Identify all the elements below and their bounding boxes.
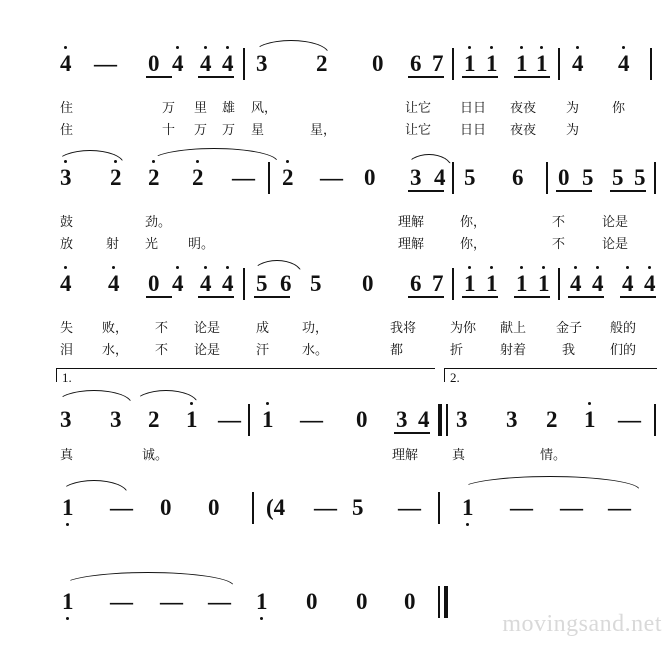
note: 5 <box>582 165 594 190</box>
note: 0 <box>364 165 376 190</box>
note: 1 <box>516 51 528 76</box>
beam <box>620 296 656 298</box>
note: 3 <box>506 407 518 432</box>
lyric-syllable: 劲。 <box>145 215 172 230</box>
lyric-syllable: 折 <box>450 343 464 358</box>
lyric-syllable: 明。 <box>188 237 215 252</box>
lyric-syllable: 理解 <box>398 215 425 230</box>
note: 4 <box>200 51 212 76</box>
note: 5 <box>256 271 268 296</box>
note: 2 <box>282 165 294 190</box>
lyric-syllable: 论是 <box>194 343 221 358</box>
note: 4 <box>570 271 582 296</box>
lyric-syllable: 败， <box>102 321 129 336</box>
score-system-3 <box>0 262 672 358</box>
note: 7 <box>432 271 444 296</box>
note: — <box>94 51 117 76</box>
note-row-5 <box>0 482 672 528</box>
note-row-3 <box>0 262 672 308</box>
score-system-4 <box>0 368 672 468</box>
lyric-syllable: 论是 <box>602 215 629 230</box>
watermark: movingsand.net <box>502 611 662 637</box>
note: 0 <box>558 165 570 190</box>
beam <box>408 190 444 192</box>
note: 4 <box>618 51 630 76</box>
note: 1 <box>536 51 548 76</box>
lyric-syllable: 万 <box>162 101 176 116</box>
slur <box>134 390 198 404</box>
note: — <box>110 589 133 614</box>
beam <box>556 190 592 192</box>
lyric-syllable: 住 <box>60 101 74 116</box>
lyric-syllable: 都 <box>390 343 404 358</box>
note: 4 <box>622 271 634 296</box>
barline <box>243 268 245 300</box>
note: 0 <box>208 495 220 520</box>
note: 0 <box>148 271 160 296</box>
barline <box>546 162 548 194</box>
note: 1 <box>486 271 498 296</box>
lyric-syllable: 日日 <box>460 101 487 116</box>
lyric-syllable: 为你 <box>450 321 477 336</box>
slur <box>252 260 302 274</box>
lyric-syllable: 你， <box>460 215 487 230</box>
lyric-syllable: 夜夜 <box>510 101 537 116</box>
note: 2 <box>316 51 328 76</box>
lyric-syllable: 里 <box>194 101 208 116</box>
note: (4 <box>266 495 286 520</box>
first-ending-label: 1. <box>62 370 72 385</box>
beam <box>394 432 430 434</box>
note: — <box>160 589 183 614</box>
lyric-syllable: 让它 <box>405 123 432 138</box>
final-barline <box>444 586 448 618</box>
slur <box>253 40 329 54</box>
beam <box>514 76 550 78</box>
score-system-5 <box>0 482 672 542</box>
lyric-syllable: 我 <box>562 343 576 358</box>
barline <box>650 48 652 80</box>
lyric-syllable: 献上 <box>500 321 527 336</box>
note: 4 <box>172 51 184 76</box>
lyric-syllable: 万 <box>194 123 208 138</box>
slur <box>60 480 128 494</box>
lyric-syllable: 十 <box>162 123 176 138</box>
lyric-syllable: 理解 <box>392 448 419 463</box>
lyric-syllable: 我将 <box>390 321 417 336</box>
lyric-syllable: 情。 <box>540 448 567 463</box>
note: 2 <box>148 165 160 190</box>
lyric-syllable: 日日 <box>460 123 487 138</box>
note: — <box>314 495 337 520</box>
lyric-syllable: 金子 <box>556 321 583 336</box>
barline <box>452 268 454 300</box>
note: 1 <box>486 51 498 76</box>
note: 4 <box>200 271 212 296</box>
lyric-syllable: 功， <box>302 321 329 336</box>
beam <box>146 76 172 78</box>
note: — <box>208 589 231 614</box>
note-row-1 <box>0 42 672 88</box>
note: 1 <box>538 271 550 296</box>
beam <box>254 296 290 298</box>
note: 3 <box>456 407 468 432</box>
lyric-syllable: 诚。 <box>142 448 169 463</box>
lyric-syllable: 万 <box>222 123 236 138</box>
note: 5 <box>612 165 624 190</box>
barline <box>243 48 245 80</box>
beam <box>198 296 234 298</box>
barline <box>252 492 254 524</box>
lyric-syllable: 汗 <box>256 343 270 358</box>
lyric-syllable: 论是 <box>194 321 221 336</box>
barline <box>558 48 560 80</box>
note: 4 <box>60 51 72 76</box>
lyric-syllable: 成 <box>256 321 270 336</box>
note: 0 <box>362 271 374 296</box>
score-system-1 <box>0 42 672 138</box>
note: 2 <box>192 165 204 190</box>
note: 3 <box>110 407 122 432</box>
note: 0 <box>356 589 368 614</box>
note: 3 <box>60 165 72 190</box>
note: 0 <box>372 51 384 76</box>
note: — <box>398 495 421 520</box>
note: — <box>510 495 533 520</box>
slur <box>460 476 640 490</box>
lyric-syllable: 为 <box>566 123 580 138</box>
lyric-syllable: 不 <box>552 237 566 252</box>
lyric-syllable: 泪 <box>60 343 74 358</box>
lyric-syllable: 水。 <box>302 343 329 358</box>
note: 0 <box>404 589 416 614</box>
lyric-syllable: 般的 <box>610 321 637 336</box>
note: 4 <box>222 271 234 296</box>
note: 6 <box>410 271 422 296</box>
lyric-syllable: 放 <box>60 237 74 252</box>
lyric-syllable: 光 <box>145 237 159 252</box>
lyric-syllable: 真 <box>60 448 74 463</box>
note: 4 <box>222 51 234 76</box>
barline <box>654 404 656 436</box>
note: 3 <box>410 165 422 190</box>
note: — <box>300 407 323 432</box>
note: 4 <box>592 271 604 296</box>
note: 4 <box>644 271 656 296</box>
note: — <box>110 495 133 520</box>
note: 4 <box>108 271 120 296</box>
note: 6 <box>410 51 422 76</box>
lyric-syllable: 住 <box>60 123 74 138</box>
lyric-syllable: 射 <box>106 237 120 252</box>
repeat-barline <box>438 404 442 436</box>
note: — <box>232 165 255 190</box>
lyric-syllable: 你， <box>460 237 487 252</box>
note: — <box>218 407 241 432</box>
lyric-syllable: 雄 <box>222 101 236 116</box>
note: 2 <box>546 407 558 432</box>
note: 2 <box>110 165 122 190</box>
note: 1 <box>584 407 596 432</box>
repeat-barline-thin <box>446 404 448 436</box>
lyric-syllable: 论是 <box>602 237 629 252</box>
slur <box>62 572 234 586</box>
note: 5 <box>634 165 646 190</box>
note: 0 <box>356 407 368 432</box>
score-system-2 <box>0 152 672 252</box>
note: — <box>618 407 641 432</box>
note: 5 <box>464 165 476 190</box>
barline <box>452 48 454 80</box>
barline <box>438 492 440 524</box>
note: 0 <box>148 51 160 76</box>
note: — <box>320 165 343 190</box>
beam <box>610 190 646 192</box>
note: 1 <box>256 589 268 614</box>
note: 6 <box>512 165 524 190</box>
note: 4 <box>434 165 446 190</box>
note: — <box>608 495 631 520</box>
slur <box>406 154 452 168</box>
lyric-syllable: 真 <box>452 448 466 463</box>
note: 1 <box>516 271 528 296</box>
note: 5 <box>310 271 322 296</box>
beam <box>462 76 498 78</box>
note: — <box>560 495 583 520</box>
barline <box>268 162 270 194</box>
beam <box>198 76 234 78</box>
lyric-syllable: 不 <box>155 343 169 358</box>
lyric-syllable: 星 <box>251 123 265 138</box>
note: 4 <box>172 271 184 296</box>
lyric-syllable: 射着 <box>500 343 527 358</box>
note: 3 <box>60 407 72 432</box>
note: 3 <box>396 407 408 432</box>
first-ending-bracket <box>56 368 435 382</box>
note: 6 <box>280 271 292 296</box>
lyric-syllable: 失 <box>60 321 74 336</box>
note: 1 <box>462 495 474 520</box>
barline-thin <box>438 586 440 618</box>
beam <box>568 296 604 298</box>
lyric-syllable: 理解 <box>398 237 425 252</box>
lyric-syllable: 不 <box>552 215 566 230</box>
note: 4 <box>418 407 430 432</box>
second-ending-bracket <box>444 368 657 382</box>
second-ending-label: 2. <box>450 370 460 385</box>
note: 1 <box>262 407 274 432</box>
note: 0 <box>160 495 172 520</box>
note: 1 <box>464 271 476 296</box>
note: 1 <box>464 51 476 76</box>
lyric-syllable: 让它 <box>405 101 432 116</box>
note-row-6 <box>0 568 672 614</box>
beam <box>514 296 550 298</box>
lyric-syllable: 你 <box>612 101 626 116</box>
lyric-syllable: 鼓 <box>60 215 74 230</box>
lyric-syllable: 水， <box>102 343 129 358</box>
note: 2 <box>148 407 160 432</box>
slur <box>56 390 132 404</box>
note: 1 <box>62 495 74 520</box>
lyric-syllable: 为 <box>566 101 580 116</box>
note: 0 <box>306 589 318 614</box>
barline <box>452 162 454 194</box>
note: 4 <box>572 51 584 76</box>
note: 3 <box>256 51 268 76</box>
beam <box>408 296 444 298</box>
beam <box>146 296 172 298</box>
beam <box>462 296 498 298</box>
note: 1 <box>62 589 74 614</box>
note: 4 <box>60 271 72 296</box>
note: 1 <box>186 407 198 432</box>
lyric-syllable: 不 <box>155 321 169 336</box>
note: 7 <box>432 51 444 76</box>
barline <box>654 162 656 194</box>
lyric-syllable: 风， <box>251 101 278 116</box>
note: 5 <box>352 495 364 520</box>
lyric-syllable: 们的 <box>610 343 637 358</box>
note-row-2 <box>0 152 672 198</box>
beam <box>408 76 444 78</box>
slur <box>150 148 278 162</box>
barline <box>248 404 250 436</box>
barline <box>558 268 560 300</box>
lyric-syllable: 夜夜 <box>510 123 537 138</box>
note-row-4 <box>0 394 672 440</box>
lyric-syllable: 星， <box>310 123 337 138</box>
